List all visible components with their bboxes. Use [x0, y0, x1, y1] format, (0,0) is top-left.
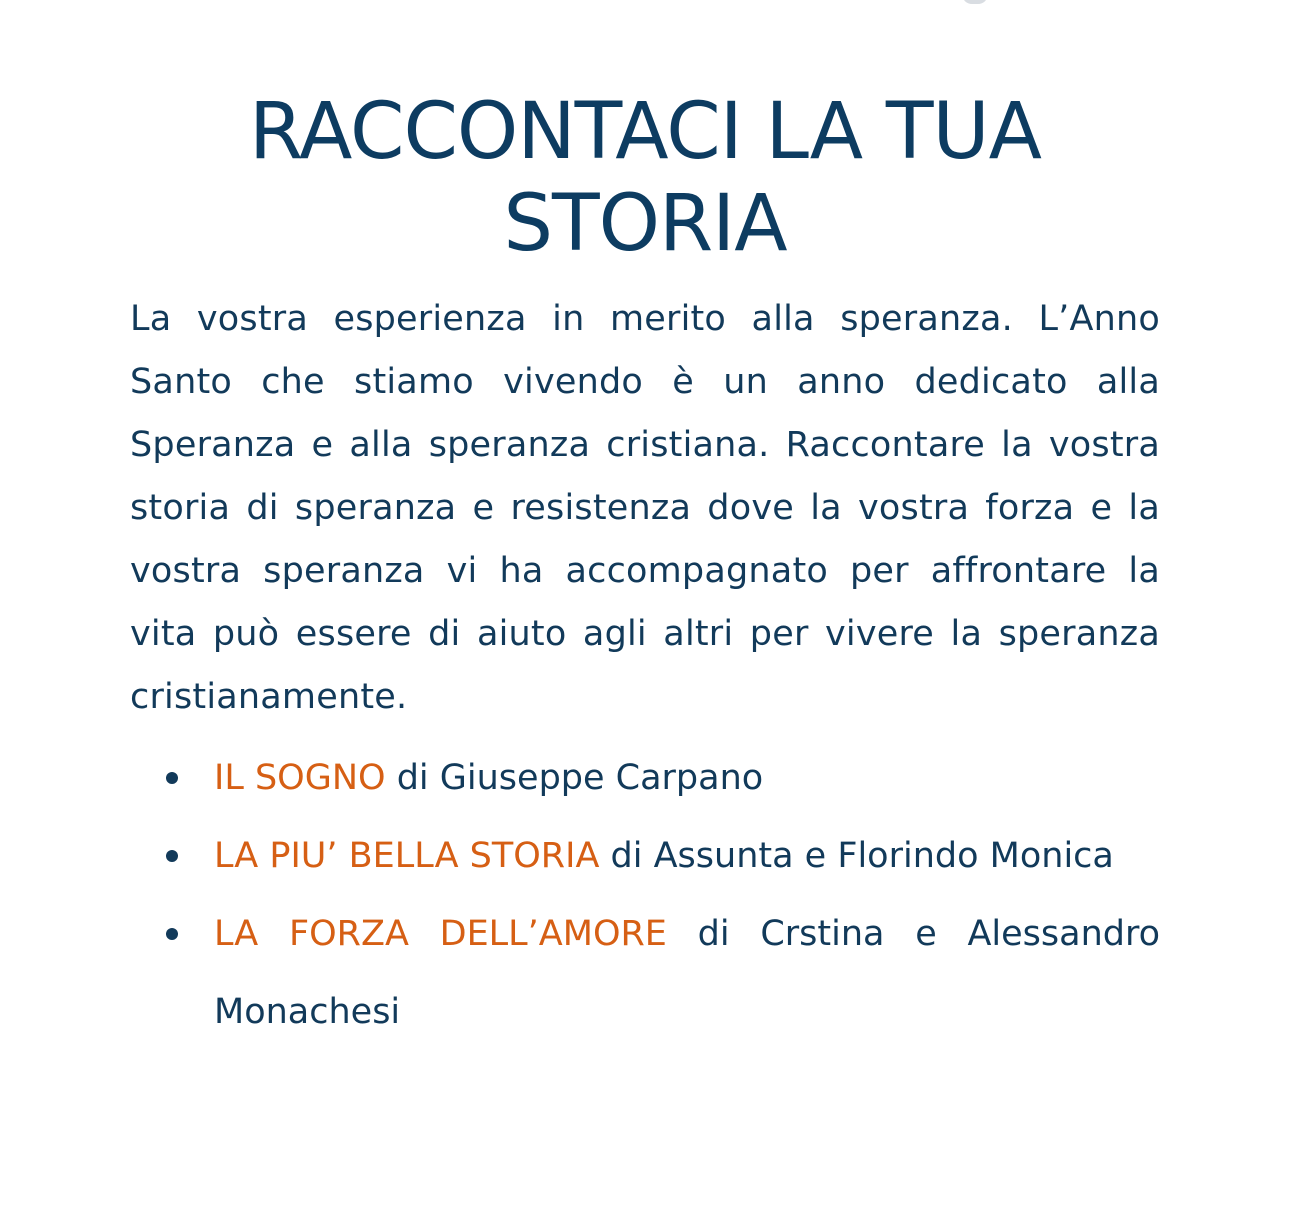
top-edge-decoration	[962, 0, 988, 4]
intro-paragraph: La vostra esperienza in merito alla speranza. L’Anno Santo che stiamo vivendo è un anno dedicato alla Speranza e alla speranza cristiana. Raccontare la vostra storia di speranza e resistenza dove la vostra forza e la vostra speranza vi ha accompagnato per affrontare la vita può essere di aiuto agli altri per vivere la speranza cristianamente.	[130, 299, 1160, 717]
page-title: RACCONTACI LA TUA STORIA	[248, 87, 1042, 269]
story-byline: di Crstina e Alessandro Monachesi	[214, 914, 1161, 1032]
story-link-la-piu-bella-storia[interactable]: LA PIU’ BELLA STORIA	[214, 836, 600, 876]
story-list	[130, 739, 1160, 1051]
bullet-icon	[166, 928, 178, 940]
story-byline: di Giuseppe Carpano	[385, 758, 764, 798]
story-link-il-sogno[interactable]: IL SOGNO	[214, 758, 386, 798]
list-item	[130, 817, 1160, 895]
list-item	[130, 739, 1160, 817]
list-item	[130, 895, 1160, 1051]
bullet-icon	[166, 850, 178, 862]
story-link-la-forza-dellamore[interactable]: LA FORZA DELL’AMORE	[214, 914, 667, 954]
article-content	[130, 86, 1160, 1051]
story-byline: di Assunta e Florindo Monica	[599, 836, 1114, 876]
bullet-icon	[166, 772, 178, 784]
